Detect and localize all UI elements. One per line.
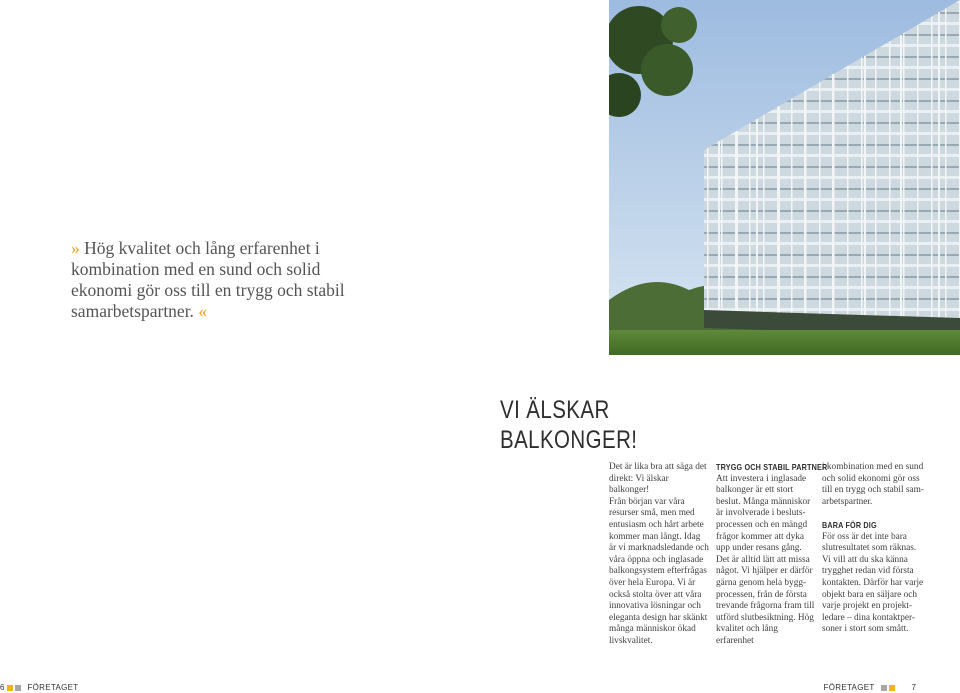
page-number-right: 7	[911, 683, 916, 692]
body-line: balkongsystem efterfrågas	[609, 566, 707, 577]
building-facade-photo	[609, 0, 960, 355]
body-line: många människor ökad	[609, 624, 696, 635]
quote-text: Hög kvalitet och lång erfarenhet i kombination med en sund och solid ekonomi gör oss till en trygg och stabil samarbetspartner.	[71, 238, 345, 321]
body-line: våra öppna och inglasade	[609, 554, 704, 565]
body-line: kontakten. Därför har varje	[822, 577, 924, 588]
section-heading: TRYGG OCH STABIL PARTNER	[716, 462, 828, 472]
body-line: upp under resans gång.	[716, 543, 802, 554]
body-line: är involverade i besluts-	[716, 508, 806, 519]
body-line: Att investera i inglasade	[716, 473, 807, 484]
body-column-1	[609, 462, 709, 648]
body-line: balkonger är ett stort	[716, 485, 794, 496]
paragraph-gap	[822, 508, 934, 520]
body-line: varje projekt en projekt-	[822, 601, 913, 612]
body-line: Från början var våra	[609, 496, 685, 507]
gray-square	[15, 685, 21, 691]
body-line: trygghet redan vid första	[822, 566, 914, 577]
body-line: trevande frågorna fram till	[716, 601, 815, 612]
body-line: direkt: Vi älskar balkonger!	[609, 473, 669, 496]
body-line: slutresultatet som räknas.	[822, 543, 917, 554]
body-line: ledare – dina kontaktper-	[822, 612, 916, 623]
body-line: utförd slutbesiktning. Hög	[716, 612, 814, 623]
body-line: också stolta över att våra	[609, 589, 702, 600]
body-line: något. Vi hjälper er därför	[716, 566, 813, 577]
section-label-left: FÖRETAGET	[27, 683, 79, 692]
body-line: eleganta design har skänkt	[609, 612, 708, 623]
body-line: processen och en mängd	[716, 519, 808, 530]
section-heading: BARA FÖR DIG	[822, 519, 877, 530]
body-line: innovativa lösningar och	[609, 601, 701, 612]
page-number-left: 6	[0, 683, 5, 692]
body-column-2	[716, 462, 828, 648]
body-line: Vi vill att du ska känna	[822, 554, 908, 565]
body-line: resurser små, men med	[609, 508, 695, 519]
body-line: är vi marknadsledande och	[609, 543, 709, 554]
footer-right	[824, 683, 916, 692]
footer-left	[0, 683, 78, 692]
body-line: livskvalitet.	[609, 635, 653, 646]
body-line: processen, från de första	[716, 589, 807, 600]
pull-quote	[71, 238, 371, 322]
body-line: entusiasm och hårt arbete	[609, 519, 704, 530]
accent-square	[889, 685, 895, 691]
body-line: arbetspartner.	[822, 496, 873, 507]
gray-square	[881, 685, 887, 691]
body-line: i kombination med en sund	[822, 462, 924, 472]
body-line: Det är lika bra att säga det	[609, 462, 707, 472]
body-line: och solid ekonomi gör oss	[822, 473, 920, 484]
body-line: frågor kommer att dyka	[716, 531, 805, 542]
accent-square	[7, 685, 13, 691]
page-title: VI ÄLSKAR BALKONGER!	[500, 396, 638, 454]
quote-open-mark: »	[71, 238, 80, 258]
section-label-right: FÖRETAGET	[823, 683, 875, 692]
body-line: till en trygg och stabil sam-	[822, 485, 924, 496]
body-line: beslut. Många människor	[716, 496, 811, 507]
body-column-3	[822, 462, 934, 636]
quote-close-mark: «	[198, 301, 208, 321]
body-line: gärna genom hela bygg-	[716, 577, 807, 588]
body-line: objekt bara en säljare och	[822, 589, 917, 600]
body-line: kvalitet och lång erfarenhet	[716, 624, 778, 646]
body-line: Det är alltid lätt att missa	[716, 554, 810, 565]
body-line: kommer man långt. Idag	[609, 531, 701, 542]
body-line: soner i stort som smått.	[822, 624, 909, 635]
body-line: För oss är det inte bara	[822, 531, 907, 542]
body-line: över hela Europa. Vi är	[609, 577, 696, 588]
